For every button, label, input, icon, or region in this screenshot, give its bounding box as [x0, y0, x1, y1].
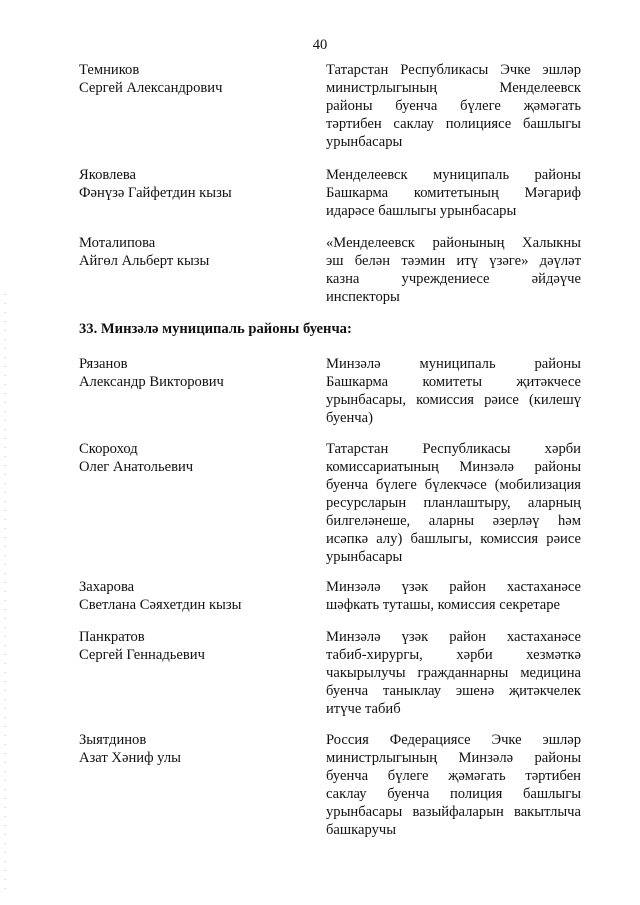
- given-names: Азат Хәниф улы: [79, 750, 181, 766]
- position-line: Татарстан Республикасы Эчке эшләр: [326, 62, 581, 78]
- section-heading: 33. Минзәлә муниципаль районы буенча:: [79, 321, 352, 337]
- person-name: [79, 355, 299, 391]
- position-line: башкаручы: [326, 822, 397, 838]
- person-name: [79, 234, 299, 270]
- given-names: Сергей Геннадьевич: [79, 647, 205, 663]
- surname: Зыятдинов: [79, 732, 147, 748]
- position-line: казна учреждениесе әйдәүче: [326, 271, 581, 287]
- position-line: министрлыгының Минзәлә районы: [326, 750, 581, 766]
- person-position: [326, 355, 581, 427]
- surname: Темников: [79, 62, 140, 78]
- surname: Яковлева: [79, 167, 137, 183]
- given-names: Светлана Сәяхетдин кызы: [79, 597, 242, 613]
- person-position: [326, 234, 581, 306]
- position-line: Минзәлә үзәк район хастаханәсе: [326, 629, 581, 645]
- surname: Моталипова: [79, 235, 156, 251]
- person-name: [79, 731, 299, 767]
- position-line: табиб-хирургы, хәрби хезмәткә: [326, 647, 581, 663]
- person-position: [326, 440, 581, 566]
- position-line: буенча бүлеге бүлекчәсе (мобилизация: [326, 477, 581, 493]
- position-line: комиссариатының Минзәлә районы: [326, 459, 581, 475]
- page-number: 40: [312, 37, 328, 53]
- given-names: Олег Анатольевич: [79, 459, 194, 475]
- surname: Захарова: [79, 579, 135, 595]
- person-name: [79, 578, 299, 614]
- position-line: буенча): [326, 410, 373, 426]
- position-line: урынбасары, комиссия рәисе (килешү: [326, 392, 581, 408]
- position-line: Башкарма комитетының Мәгариф: [326, 185, 581, 201]
- position-line: «Менделеевск районының Халыкны: [326, 235, 581, 251]
- position-line: Менделеевск муниципаль районы: [326, 167, 581, 183]
- position-line: Минзәлә муниципаль районы: [326, 356, 581, 372]
- given-names: Фәнүзә Гайфетдин кызы: [79, 185, 232, 201]
- position-line: Башкарма комитеты җитәкчесе: [326, 374, 581, 390]
- person-position: [326, 628, 581, 718]
- position-line: Россия Федерациясе Эчке эшләр: [326, 732, 581, 748]
- position-line: тәртибен саклау полициясе башлыгы: [326, 116, 581, 132]
- person-position: [326, 578, 581, 614]
- position-line: эш белән тәэмин итү үзәге» дәүләт: [326, 253, 581, 269]
- position-line: билгеләнеше, аларны әзерләү һәм: [326, 513, 581, 529]
- person-name: [79, 166, 299, 202]
- position-line: буенча бүлеге җәмәгать тәртибен: [326, 768, 581, 784]
- person-position: [326, 166, 581, 220]
- position-line: Татарстан Республикасы хәрби: [326, 441, 581, 457]
- person-name: [79, 61, 299, 97]
- binding-margin-dots: [4, 290, 6, 890]
- person-name: [79, 628, 299, 664]
- surname: Рязанов: [79, 356, 128, 372]
- position-line: урынбасары: [326, 549, 403, 565]
- position-line: министрлыгының Менделеевск: [326, 80, 581, 96]
- given-names: Александр Викторович: [79, 374, 224, 390]
- position-line: ресурсларын планлаштыру, аларның: [326, 495, 581, 511]
- surname: Скороход: [79, 441, 138, 457]
- position-line: Минзәлә үзәк район хастаханәсе: [326, 579, 581, 595]
- surname: Панкратов: [79, 629, 145, 645]
- person-name: [79, 440, 299, 476]
- position-line: чакырылучы гражданнарны медицина: [326, 665, 581, 681]
- position-line: исәпкә алу) башлыгы, комиссия рәисе: [326, 531, 581, 547]
- position-line: буенча таныклау эшенә җитәкчелек: [326, 683, 581, 699]
- person-position: [326, 61, 581, 151]
- position-line: районы буенча бүлеге җәмәгать: [326, 98, 581, 114]
- position-line: идарәсе башлыгы урынбасары: [326, 203, 517, 219]
- position-line: урынбасары: [326, 134, 403, 150]
- position-line: инспекторы: [326, 289, 400, 305]
- given-names: Сергей Александрович: [79, 80, 223, 96]
- position-line: урынбасары вазыйфаларын вакытлыча: [326, 804, 581, 820]
- position-line: саклау буенча полиция башлыгы: [326, 786, 581, 802]
- person-position: [326, 731, 581, 839]
- given-names: Айгөл Альберт кызы: [79, 253, 210, 269]
- position-line: шәфкать туташы, комиссия секретаре: [326, 597, 561, 613]
- position-line: итүче табиб: [326, 701, 401, 717]
